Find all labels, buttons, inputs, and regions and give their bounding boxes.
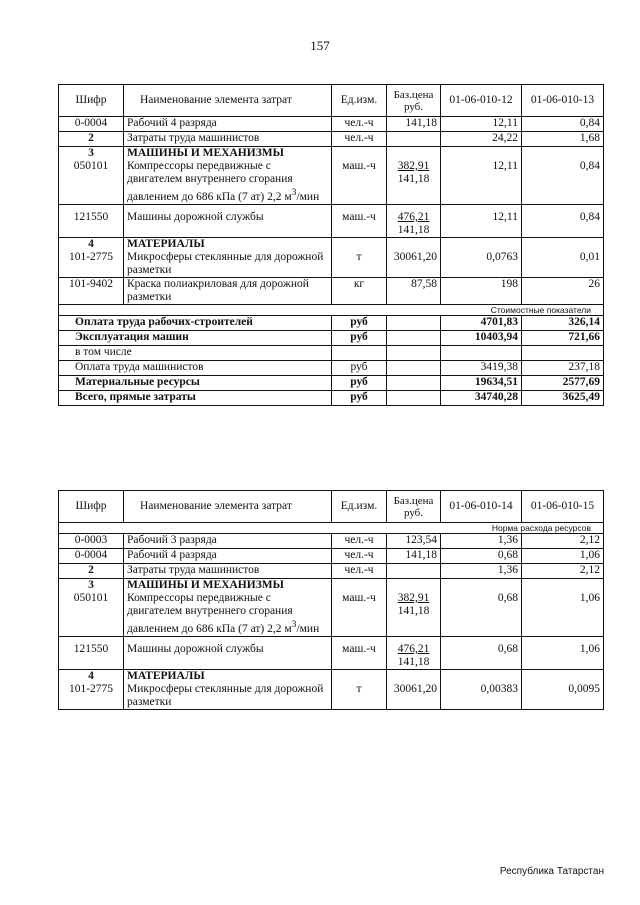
row-code: 050101	[73, 592, 109, 604]
row-value-2: 2,12	[522, 534, 604, 549]
table-header-row	[59, 85, 604, 117]
row-price-top: 476,21	[397, 642, 430, 655]
row-name: Затраты труда машинистов	[124, 564, 332, 579]
row-name: Машины дорожной службы	[124, 636, 332, 669]
row-code: 121550	[59, 636, 124, 669]
row-code: 101-9402	[59, 277, 124, 304]
row-price-top: 382,91	[397, 592, 430, 604]
group-title: МАШИНЫ И МЕХАНИЗМЫ	[127, 147, 284, 159]
row-code: 2	[59, 564, 124, 579]
group-materials	[59, 237, 604, 277]
row-name: Компрессоры передвижные с двигателем внутреннего сгорания давлением до 686 кПа (7 ат) 2,2 $м^3$/мин	[127, 592, 320, 635]
summary-row	[59, 345, 604, 360]
row-value-1: 0,0763	[486, 250, 518, 263]
group-number: 3	[88, 147, 94, 159]
row-value-1: 0,00383	[480, 682, 518, 695]
table-row	[59, 277, 604, 304]
summary-name: Материальные ресурсы	[59, 375, 332, 390]
row-value-1: 24,22	[441, 132, 522, 147]
summary-unit: руб	[332, 390, 387, 405]
row-name: Компрессоры передвижные с двигателем внутреннего сгорания давлением до 686 кПа (7 ат) 2,2 $м^3$/мин	[127, 160, 320, 203]
resource-table-1	[58, 84, 604, 406]
row-price: 141,18	[387, 117, 441, 132]
summary-value-1: 10403,94	[441, 330, 522, 345]
summary-value-1: 19634,51	[441, 375, 522, 390]
group-title: МАШИНЫ И МЕХАНИЗМЫ	[127, 579, 284, 591]
row-price-top: 382,91	[397, 160, 430, 172]
summary-unit: руб	[332, 360, 387, 375]
group-machines	[59, 579, 604, 637]
group-number: 4	[88, 237, 94, 250]
header-code: Шифр	[59, 85, 124, 117]
row-value-2: 0,84	[579, 160, 600, 172]
row-price-top: 476,21	[397, 210, 430, 223]
resource-table-2	[58, 490, 604, 710]
page-number: 157	[310, 38, 330, 53]
header-col-1: 01-06-010-14	[441, 491, 522, 523]
row-value-1: 1,36	[441, 564, 522, 579]
row-unit: чел.-ч	[332, 117, 387, 132]
row-code: 0-0003	[59, 534, 124, 549]
summary-value-2: 237,18	[522, 360, 604, 375]
table-row	[59, 564, 604, 579]
group-title: МАТЕРИАЛЫ	[127, 669, 205, 682]
summary-value-2	[522, 345, 604, 360]
row-unit: маш.-ч	[342, 592, 376, 604]
row-price	[387, 564, 441, 579]
group-number: 4	[88, 669, 94, 682]
row-unit: чел.-ч	[332, 549, 387, 564]
row-value-2: 26	[522, 277, 604, 304]
row-unit: маш.-ч	[332, 636, 387, 669]
row-value-2: 1,06	[579, 592, 600, 604]
header-price: Баз.цена руб.	[387, 85, 441, 117]
row-value-2: 1,68	[522, 132, 604, 147]
row-code: 101-2775	[68, 682, 114, 695]
row-name: Краска полиакриловая для дорожной разметки	[124, 277, 332, 304]
summary-value-2: 721,66	[522, 330, 604, 345]
row-code: 2	[59, 132, 124, 147]
row-name: Машины дорожной службы	[124, 204, 332, 237]
row-value-1: 198	[441, 277, 522, 304]
table-header-row	[59, 491, 604, 523]
summary-value-1: 4701,83	[441, 315, 522, 330]
summary-name: в том числе	[59, 345, 332, 360]
row-value-2: 0,0095	[568, 682, 600, 695]
row-name: Рабочий 4 разряда	[124, 549, 332, 564]
header-name: Наименование элемента затрат	[124, 85, 332, 117]
group-materials	[59, 669, 604, 709]
row-name: Рабочий 4 разряда	[124, 117, 332, 132]
summary-row	[59, 330, 604, 345]
header-name: Наименование элемента затрат	[124, 491, 332, 523]
header-col-2: 01-06-010-13	[522, 85, 604, 117]
row-unit: кг	[332, 277, 387, 304]
summary-name: Эксплуатация машин	[59, 330, 332, 345]
row-value-2: 0,84	[522, 204, 604, 237]
row-unit: маш.-ч	[342, 160, 376, 172]
row-unit: маш.-ч	[332, 204, 387, 237]
row-unit: чел.-ч	[332, 132, 387, 147]
row-name: Микросферы стеклянные для дорожной разметки	[127, 250, 324, 276]
summary-value-2: 2577,69	[522, 375, 604, 390]
summary-row	[59, 390, 604, 405]
summary-name: Всего, прямые затраты	[59, 390, 332, 405]
row-code: 101-2775	[68, 250, 114, 263]
row-price: 87,58	[387, 277, 441, 304]
row-name: Рабочий 3 разряда	[124, 534, 332, 549]
summary-value-1: 3419,38	[441, 360, 522, 375]
section-label: Норма расхода ресурсов	[59, 523, 604, 534]
row-value-2: 2,12	[522, 564, 604, 579]
header-col-1: 01-06-010-12	[441, 85, 522, 117]
summary-row	[59, 360, 604, 375]
row-value-1: 12,11	[492, 160, 518, 172]
table-row	[59, 534, 604, 549]
row-price	[387, 132, 441, 147]
row-price-bottom: 141,18	[397, 605, 430, 617]
table-row	[59, 636, 604, 669]
row-value-2: 0,01	[579, 250, 600, 263]
table-row	[59, 549, 604, 564]
header-unit: Ед.изм.	[332, 491, 387, 523]
row-value-1: 12,11	[441, 117, 522, 132]
row-value-1: 0,68	[441, 549, 522, 564]
summary-row	[59, 315, 604, 330]
row-unit: чел.-ч	[332, 564, 387, 579]
summary-name: Оплата труда рабочих-строителей	[59, 315, 332, 330]
header-code: Шифр	[59, 491, 124, 523]
row-code: 121550	[59, 204, 124, 237]
row-price: 30061,20	[393, 250, 437, 263]
row-unit: т	[356, 682, 362, 695]
section-label-row	[59, 523, 604, 534]
header-unit: Ед.изм.	[332, 85, 387, 117]
summary-name: Оплата труда машинистов	[59, 360, 332, 375]
row-price-bottom: 141,18	[397, 223, 430, 236]
header-price: Баз.цена руб.	[387, 491, 441, 523]
row-value-2: 0,84	[522, 117, 604, 132]
row-code: 0-0004	[59, 549, 124, 564]
summary-value-1	[441, 345, 522, 360]
row-price-bottom: 141,18	[397, 655, 430, 668]
footer-region: Республика Татарстан	[499, 866, 604, 877]
row-unit: чел.-ч	[332, 534, 387, 549]
row-code: 0-0004	[59, 117, 124, 132]
row-price: 141,18	[387, 549, 441, 564]
row-value-1: 12,11	[441, 204, 522, 237]
summary-unit: руб	[332, 375, 387, 390]
summary-unit	[332, 345, 387, 360]
group-number: 3	[88, 579, 94, 591]
group-machines	[59, 147, 604, 205]
row-price: 30061,20	[393, 682, 437, 695]
row-value-2: 1,06	[522, 549, 604, 564]
row-price-bottom: 141,18	[397, 173, 430, 185]
row-value-1: 0,68	[497, 592, 518, 604]
table-row	[59, 117, 604, 132]
summary-value-1: 34740,28	[441, 390, 522, 405]
summary-unit: руб	[332, 330, 387, 345]
row-code: 050101	[73, 160, 109, 172]
row-name: Микросферы стеклянные для дорожной разметки	[127, 682, 324, 708]
row-value-1: 0,68	[441, 636, 522, 669]
summary-value-2: 3625,49	[522, 390, 604, 405]
row-value-1: 1,36	[441, 534, 522, 549]
header-col-2: 01-06-010-15	[522, 491, 604, 523]
summary-row	[59, 375, 604, 390]
row-unit: т	[356, 250, 362, 263]
table-row	[59, 204, 604, 237]
section-label: Стоимостные показатели	[59, 304, 604, 315]
summary-unit: руб	[332, 315, 387, 330]
group-title: МАТЕРИАЛЫ	[127, 237, 205, 250]
row-price: 123,54	[387, 534, 441, 549]
section-label-row	[59, 304, 604, 315]
row-value-2: 1,06	[522, 636, 604, 669]
summary-value-2: 326,14	[522, 315, 604, 330]
row-name: Затраты труда машинистов	[124, 132, 332, 147]
table-row	[59, 132, 604, 147]
